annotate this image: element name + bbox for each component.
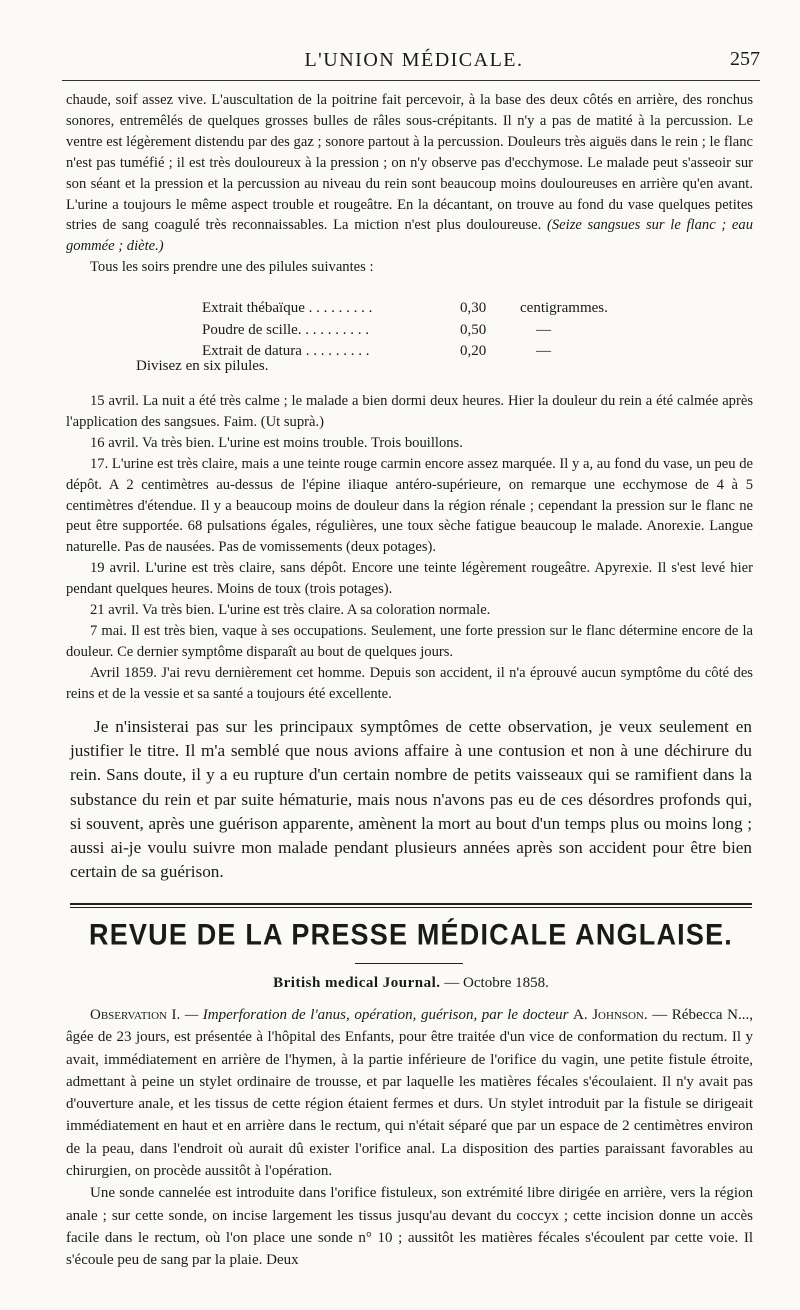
prescription-note: Divisez en six pilules.	[136, 358, 269, 374]
commentary-text: Je n'insisterai pas sur les principaux symptômes de cette observation, je veux seulement en justifier le titre. Il m'a semblé que nous avions affaire à une contusion et non à une déchirure du rein. Sans doute, il y a eu rupture d'un certain nombre de petits vaisseaux qui se ramifient dans la substance du rein et par suite hématurie, mais nous n'avons pas eu de ces désordres profonds qui, si souvent, après une guérison apparente, amènent la mort au bout d'un temps plus ou moins long ; aussi ai-je voulu suivre mon malade pendant plusieurs années après son accident pour être bien certain de sa guérison.	[70, 717, 752, 882]
journal-date: — Octobre 1858.	[444, 975, 549, 991]
running-header	[64, 46, 764, 74]
section-rule	[70, 903, 752, 905]
observation-text: — Rébecca N..., âgée de 23 jours, est présentée à l'hôpital des Enfants, pour être traitée d'un vice de conformation du rectum. Il y avait, immédiatement en arrière de l'hymen, à la partie inférieure de l'orifice du vagin, une petite fistule étroite, admettant à peine un stylet ordinaire de trousse, et par laquelle les matières fécales s'écoulaient. Il n'y avait pas d'ouverture anale, et les tissus de cette région étaient fermes et durs. Un stylet introduit par la fistule se dirigeait immédiatement en haut et en arrière dans le rectum, qui n'était séparé que par un espace de 2 centimètres environ de la peau, dans l'endroit où aurait dû exister l'orifice anal. La disposition des parties paraissant favorables au chirurgien, on procède aussitôt à l'opération.	[66, 1007, 753, 1180]
drug-dose: 0,30	[460, 300, 487, 316]
prescription-row	[202, 298, 642, 320]
journal-name: British medical Journal.	[273, 975, 441, 991]
entry-17: 17. L'urine est très claire, mais a une teinte rouge carmin encore assez marquée. Il y a, au fond du vase, un peu de dépôt. A 2 centimètres au-dessus de l'épine iliaque antéro-supérieure, on remarque une ecchymose de 4 à 5 centimètres d'étendue. Il y a beaucoup moins de douleur dans la région rénale ; cependant la pression sur le flanc ne peut être supportée. 68 pulsations égales, régulières, une toux sèche fatigue beaucoup le malade. Anorexie. Langue naturelle. Pas de nausées. Pas de vomissements (deux potages).	[66, 455, 753, 556]
case-entries	[66, 391, 753, 705]
case-paragraph-treatment: (Seize sangsues sur le flanc ; eau gommée ; diète.)	[66, 217, 753, 255]
prescription-table	[202, 298, 642, 363]
observation-author: A. Johnson.	[573, 1007, 648, 1023]
case-paragraph-text: chaude, soif assez vive. L'auscultation de la poitrine fait percevoir, à la base des deux côtés en arrière, des ronchus sonores, entremêlés de quelques grosses bulles de râles sous-crépitants. Il n'y a pas de matité à la percussion. Le ventre est légèrement distendu par des gaz ; sonore partout à la percussion. Douleurs très aiguës dans le rein ; le flanc n'est pas tuméfié ; il est très douloureux à la pression ; on n'y observe pas d'ecchymose. Le malade peut s'asseoir sur son séant et la pression et la percussion au niveau du rein sont beaucoup moins douloureuses en arrière qu'en avant. L'urine a toujours le même aspect trouble et rougeâtre. En la décantant, on trouve au fond du vase quelques petites stries de sang coagulé très reconnaissables. La miction n'est plus douloureuse.	[66, 92, 753, 234]
observation-label: Observation I.	[90, 1007, 181, 1023]
observation	[66, 1004, 753, 1272]
entry-21-avril: 21 avril. Va très bien. L'urine est très claire. A sa coloration normale.	[90, 602, 491, 619]
header-rule	[62, 80, 760, 81]
drug-unit: centigrammes.	[520, 300, 608, 316]
journal-running-title: L'UNION MÉDICALE.	[304, 48, 524, 71]
section-rule	[70, 907, 752, 908]
entry-19-avril: 19 avril. L'urine est très claire, sans dépôt. Encore une teinte légèrement rougeâtre. Apyrexie. Il s'est levé hier pendant quelques heures. Moins de toux (trois potages).	[66, 560, 753, 598]
case-paragraph	[66, 90, 753, 278]
observation-paragraph: Une sonde cannelée est introduite dans l'orifice fistuleux, son extrémité libre dirigée en arrière, vers la région anale ; sur cette sonde, on incise largement les tissus jusqu'au devant du coccyx ; cette incision donne un accès facile dans le rectum, où l'on place une sonde n° 10 ; aussitôt les matières fécales s'écoulent par cette voie. Il s'écoule peu de sang par la plaie. Deux	[66, 1185, 753, 1269]
drug-name: Extrait de datura . . . . . . . . .	[202, 343, 370, 359]
entry-15-avril: 15 avril. La nuit a été très calme ; le malade a bien dormi deux heures. Hier la douleur du rein a été calmée après l'application des sangsues. Faim. (Ut suprà.)	[66, 393, 753, 430]
section-title: REVUE DE LA PRESSE MÉDICALE ANGLAISE.	[89, 918, 733, 952]
journal-source	[70, 975, 752, 992]
drug-unit: —	[536, 321, 551, 338]
prescription-row	[202, 320, 642, 342]
entry-avril-1859: Avril 1859. J'ai revu dernièrement cet homme. Depuis son accident, il n'a éprouvé aucun symptôme du côté des reins et de la vessie et sa santé a toujours été excellente.	[66, 664, 753, 702]
entry-16-avril: 16 avril. Va très bien. L'urine est moins trouble. Trois bouillons.	[90, 434, 463, 451]
drug-name: Poudre de scille. . . . . . . . . .	[202, 321, 370, 338]
prescription-intro: Tous les soirs prendre une des pilules suivantes :	[90, 259, 374, 276]
title-rule	[355, 963, 463, 964]
drug-unit: —	[536, 343, 551, 359]
commentary	[70, 715, 752, 884]
entry-7-mai: 7 mai. Il est très bien, vaque à ses occupations. Seulement, une forte pression sur le flanc détermine encore de la douleur. Ce dernier symptôme disparaît au bout de quelques jours.	[66, 622, 753, 660]
drug-name: Extrait thébaïque . . . . . . . . .	[202, 300, 373, 316]
drug-dose: 0,20	[460, 343, 487, 359]
observation-title: — Imperforation de l'anus, opération, guérison, par le docteur	[184, 1007, 569, 1023]
drug-dose: 0,50	[460, 321, 487, 338]
page-number: 257	[730, 48, 760, 70]
